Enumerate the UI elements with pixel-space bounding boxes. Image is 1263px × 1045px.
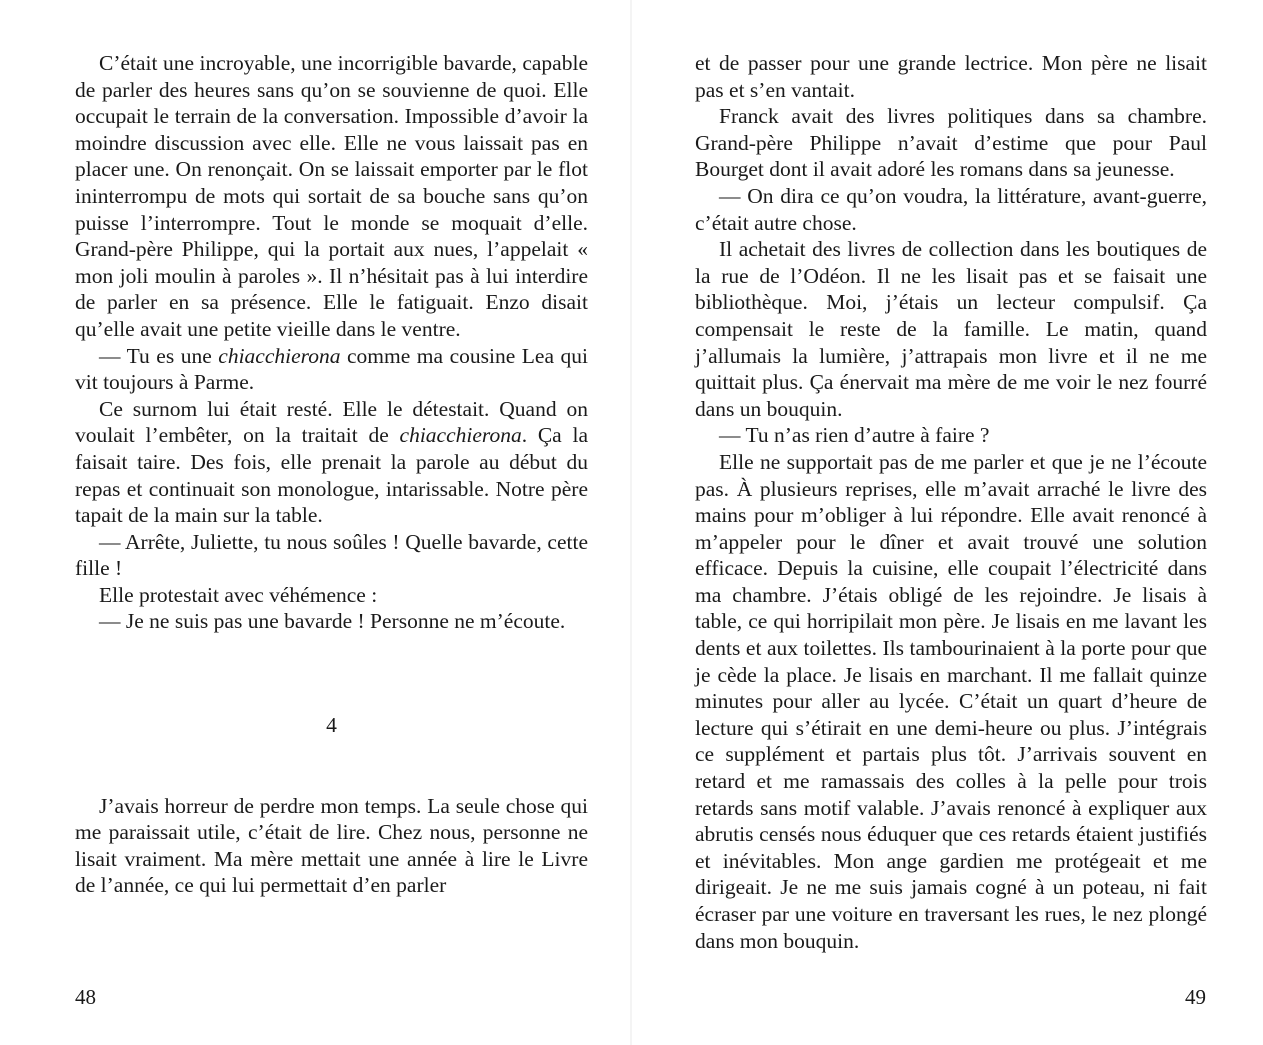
paragraph: Il achetait des livres de collection dans les boutiques de la rue de l’Odéon. Il ne les lisait pas et se faisait une bibliothèque. Moi, j’étais un lecteur compulsif. Ça compensait le reste de la famille. Le matin, quand j’allumais la lumière, j’attrapais mon livre et il ne me quittait plus. Ça énervait ma mère de me voir le nez fourré dans un bouquin.	[695, 237, 1207, 421]
page-number-right: 49	[1185, 985, 1206, 1009]
italic-word: chiacchierona	[218, 343, 341, 368]
paragraph	[75, 396, 588, 529]
paragraph: J’avais horreur de perdre mon temps. La seule chose qui me paraissait utile, c’était de lire. Chez nous, personne ne lisait vraiment. Ma mère mettait une année à lire le Livre de l’année, ce qui lui permettait d’en parler	[75, 793, 588, 898]
text-span: . Ça la faisait taire. Des fois, elle prenait la parole au début du repas et continuait son monologue, intarissable. Notre père tapait de la main sur la table.	[75, 423, 588, 528]
text-span: comme ma cousine Lea qui vit toujours à Parme.	[75, 343, 588, 395]
paragraph-dialogue	[75, 343, 588, 396]
text-span: — Tu es une	[99, 343, 219, 368]
left-page-text	[75, 50, 588, 899]
right-page	[631, 0, 1263, 1045]
paragraph: et de passer pour une grande lectrice. Mon père ne lisait pas et s’en vantait.	[695, 51, 1207, 102]
right-page-text	[695, 50, 1207, 954]
paragraph: Elle protestait avec véhémence :	[99, 582, 378, 607]
page-number-left: 48	[75, 985, 96, 1009]
paragraph-dialogue: — Tu n’as rien d’autre à faire ?	[719, 423, 990, 448]
paragraph-dialogue: — Je ne suis pas une bavarde ! Personne ne m’écoute.	[99, 609, 566, 634]
paragraph: Franck avait des livres politiques dans sa chambre. Grand-père Philippe n’avait d’estime que pour Paul Bourget dont il avait adoré les romans dans sa jeunesse.	[695, 104, 1207, 182]
paragraph-dialogue: — On dira ce qu’on voudra, la littérature, avant-guerre, c’était autre chose.	[695, 183, 1207, 235]
text-span: Ce surnom lui était resté. Elle le détestait. Quand on voulait l’embêter, on la traitait de	[75, 396, 588, 448]
left-page	[0, 0, 631, 1045]
paragraph-dialogue: — Arrête, Juliette, tu nous soûles ! Quelle bavarde, cette fille !	[75, 529, 588, 581]
paragraph: C’était une incroyable, une incorrigible bavarde, capable de parler des heures sans qu’on se souvienne de quoi. Elle occupait le terrain de la conversation. Impossible d’avoir la moindre discussion avec elle. Elle ne vous laissait pas en placer une. On renonçait. On se laissait emporter par le flot ininterrompu de mots qui sortait de sa bouche sans qu’on puisse l’interrompre. Tout le monde se moquait d’elle. Grand-père Philippe, qui la portait aux nues, l’appelait « mon joli moulin à paroles ». Il n’hésitait pas à lui interdire de parler en sa présence. Elle le fatiguait. Enzo disait qu’elle avait une petite vieille dans le ventre.	[75, 51, 588, 341]
italic-word: chiacchierona	[399, 423, 522, 448]
paragraph: Elle ne supportait pas de me parler et que je ne l’écoute pas. À plusieurs reprises, elle m’avait arraché le livre des mains pour m’obliger à lui répondre. Elle avait renoncé à m’appeler pour le dîner et avait trouvé une solution efficace. Depuis la cuisine, elle coupait l’électricité dans ma chambre. J’étais obligé de les rejoindre. Je lisais à table, ce qui horripilait mon père. Je lisais en me lavant les dents et aux toilettes. Ils tambourinaient à la porte pour que je cède la place. Je lisais en marchant. Il me fallait quinze minutes pour aller au lycée. C’était un quart d’heure de lecture qui s’étirait en une demi-heure ou plus. J’intégrais ce supplément et partais plus tôt. J’arrivais souvent en retard et me ramassais des colles à la pelle pour trois retards sans motif valable. J’avais renoncé à expliquer aux abrutis censés nous éduquer que ces retards étaient justifiés et inévitables. Mon ange gardien me protégeait et me dirigeait. Je ne me suis jamais cogné à un poteau, ni fait écraser par une voiture en traversant les rues, le nez plongé dans mon bouquin.	[695, 449, 1207, 953]
chapter-number: 4	[326, 713, 337, 738]
